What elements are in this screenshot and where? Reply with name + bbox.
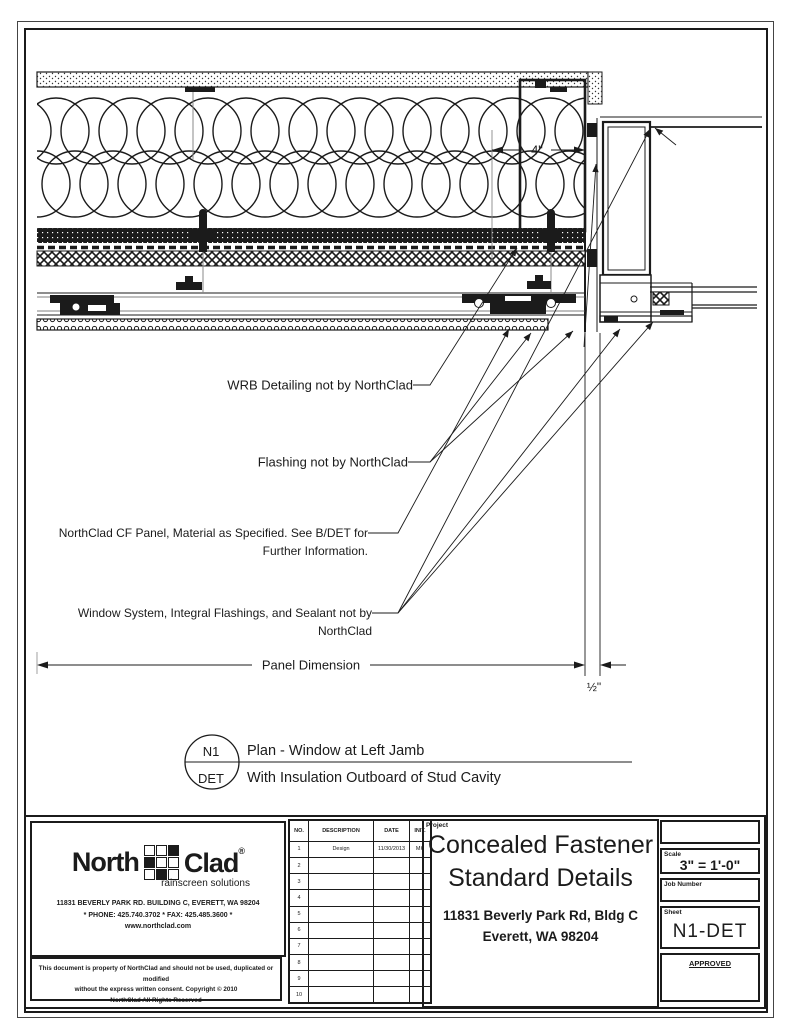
- sheet-label: Sheet: [664, 909, 682, 916]
- project-label: Project: [426, 822, 449, 829]
- job-number-label: Job Number: [664, 881, 702, 888]
- logo-box: [30, 821, 286, 957]
- revision-row: 6: [289, 922, 431, 938]
- detail-ref: DET: [198, 771, 224, 786]
- revision-row: 5: [289, 906, 431, 922]
- company-website: www.northclad.com: [124, 923, 192, 931]
- approved-label: APPROVED: [688, 959, 732, 968]
- scale-box: [660, 848, 760, 874]
- company-address-line2: * PHONE: 425.740.3702 * FAX: 425.485.3600 *: [83, 911, 233, 919]
- project-address-line1: 11831 Beverly Park Rd, Bldg C: [442, 908, 639, 923]
- copyright-notice: [30, 957, 282, 1005]
- scale-value: 3" = 1'-0": [679, 857, 741, 873]
- sheathing-band: [37, 72, 588, 87]
- leader-flashing-1: [408, 333, 531, 462]
- window-jamb-frame: [603, 122, 650, 275]
- panel-clip-left: [50, 295, 120, 315]
- revision-row: 1 Design 11/30/2013 MK: [289, 841, 431, 857]
- logo-word-clad: Clad®: [183, 846, 245, 879]
- project-title: Concealed Fastener Standard Details: [427, 831, 654, 892]
- window-sill: [600, 275, 757, 322]
- dim-4in-label: 4": [531, 142, 543, 158]
- callout-wrb: WRB Detailing not by NorthClad: [227, 377, 413, 393]
- window-system: [587, 117, 762, 332]
- revision-table: [288, 819, 432, 1004]
- approved-box: [660, 953, 760, 1002]
- title-block: [24, 815, 766, 1009]
- sheathing-return: [588, 72, 602, 104]
- leader-glass-corner: [655, 128, 676, 145]
- detail-subtitle: With Insulation Outboard of Stud Cavity: [247, 770, 501, 786]
- project-address-line2: Everett, WA 98204: [482, 928, 599, 944]
- sheet-number: N1-DET: [672, 921, 748, 942]
- sealant-joint-bottom: [587, 249, 597, 267]
- callout-window-line1: Window System, Integral Flashings, and Sealant not by: [77, 606, 372, 620]
- registered-mark: ®: [238, 846, 245, 857]
- glazing-spacer: [653, 292, 669, 305]
- logo-grid-icon: [144, 845, 179, 880]
- copyright-line3: NorthClad All Rights Reserved: [110, 997, 202, 1005]
- revision-row: 9: [289, 971, 431, 987]
- copyright-line1: This document is property of NorthClad and should not be used, duplicated or modified: [38, 965, 274, 983]
- logo-tagline: rainscreen solutions: [161, 878, 250, 890]
- revision-row: 2: [289, 858, 431, 874]
- job-number-box: [660, 878, 760, 902]
- project-box: [422, 819, 659, 1008]
- blank-box: [660, 820, 760, 844]
- copyright-line2: without the express written consent. Copyright © 2010: [74, 986, 238, 994]
- half-inch-label: ½": [586, 680, 602, 694]
- northclad-logo: [32, 845, 284, 880]
- revision-row: 4: [289, 890, 431, 906]
- detail-number: N1: [202, 744, 220, 759]
- wall-assembly: [37, 72, 602, 332]
- batt-insulation: [37, 87, 585, 230]
- company-address-line1: 11831 BEVERLY PARK RD. BUILDING C, EVERETT, WA 98204: [56, 900, 260, 908]
- detail-title-bubble: [185, 735, 632, 789]
- revision-row: 10: [289, 987, 431, 1003]
- callout-texts: [59, 378, 413, 639]
- callout-cf-line2: Further Information.: [262, 544, 368, 558]
- callout-window-line2: NorthClad: [317, 624, 372, 638]
- wrb-band: [37, 228, 585, 243]
- leader-window-3: [398, 322, 653, 613]
- revision-row: 7: [289, 938, 431, 954]
- rigid-insulation-band: [37, 251, 585, 266]
- panel-dimension-label: Panel Dimension: [261, 657, 361, 673]
- sealant-joint-top: [587, 123, 597, 137]
- leader-cf-panel: [368, 329, 509, 533]
- detail-drawing: [24, 28, 766, 815]
- callout-cf-line1: NorthClad CF Panel, Material as Specified. See B/DET for: [58, 526, 368, 540]
- revision-row: 3: [289, 874, 431, 890]
- company-address: [32, 898, 284, 933]
- revision-row: 8: [289, 954, 431, 970]
- scale-label: Scale: [664, 851, 681, 858]
- callout-flashing: Flashing not by NorthClad: [257, 454, 408, 470]
- project-address: [424, 906, 657, 948]
- logo-word-north: North: [71, 847, 139, 878]
- revision-header-row: NO. DESCRIPTION DATE INIT.: [289, 820, 431, 841]
- leader-wrb: [413, 248, 517, 385]
- sheet-box: [660, 906, 760, 949]
- detail-title: Plan - Window at Left Jamb: [247, 743, 425, 759]
